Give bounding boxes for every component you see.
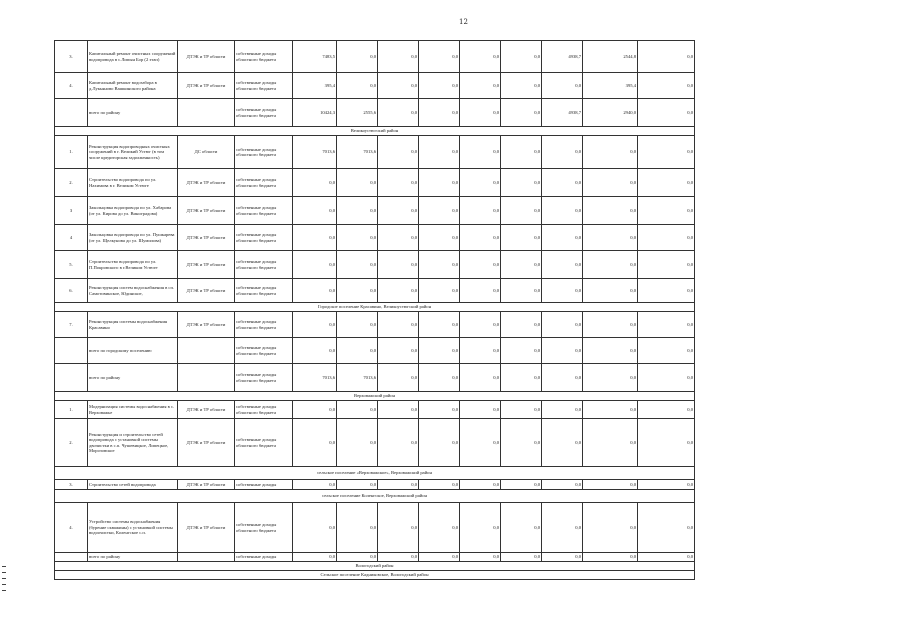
table-row: [55, 73, 695, 99]
margin-mark: [2, 566, 6, 567]
funding-source-cell: собственные доходы областного бюджета: [235, 364, 293, 392]
value-cell: 0,0: [419, 480, 460, 490]
funding-source-cell: собственные доходы областного бюджета: [235, 279, 293, 303]
value-cell: 0,0: [638, 197, 695, 225]
row-number-cell: 4.: [55, 73, 88, 99]
row-number-cell: [55, 553, 88, 562]
value-cell: 395,4: [293, 73, 337, 99]
item-name-cell: всего по району: [88, 364, 178, 392]
section-title: Городское поселение Красавино, Великоустюгский район: [55, 303, 695, 312]
value-cell: 0,0: [460, 225, 501, 251]
value-cell: 0,0: [378, 338, 419, 364]
value-cell: 0,0: [638, 401, 695, 419]
value-cell: 0,0: [293, 169, 337, 197]
value-cell: 0,0: [378, 197, 419, 225]
value-cell: 0,0: [460, 73, 501, 99]
row-number-cell: 1.: [55, 136, 88, 169]
item-name-cell: Закольцовка водопровода по ул. Пушкарева (от ул. Щелкунова до ул. Шумилова): [88, 225, 178, 251]
value-cell: 0,0: [583, 480, 638, 490]
table-row: [55, 136, 695, 169]
value-cell: 0,0: [419, 364, 460, 392]
value-cell: 0,0: [337, 41, 378, 73]
value-cell: 0,0: [419, 41, 460, 73]
value-cell: 0,0: [583, 251, 638, 279]
funding-source-cell: собственные доходы областного бюджета: [235, 312, 293, 338]
value-cell: 0,0: [501, 503, 542, 553]
page-number: 12: [459, 18, 468, 26]
value-cell: 0,0: [337, 338, 378, 364]
executor-cell: ДТЭК и ТР области: [178, 41, 235, 73]
program-table: [54, 40, 695, 580]
value-cell: 0,0: [501, 169, 542, 197]
value-cell: 0,0: [419, 197, 460, 225]
funding-source-cell: собственные доходы областного бюджета: [235, 503, 293, 553]
executor-cell: ДТЭК и ТР области: [178, 480, 235, 490]
section-header-row: [55, 490, 695, 503]
value-cell: 0,0: [460, 136, 501, 169]
margin-mark: [2, 590, 6, 591]
row-number-cell: 2.: [55, 419, 88, 467]
table-row: [55, 169, 695, 197]
value-cell: 0,0: [501, 401, 542, 419]
value-cell: 2544,8: [583, 41, 638, 73]
funding-source-cell: собственные доходы областного бюджета: [235, 419, 293, 467]
value-cell: 0,0: [378, 41, 419, 73]
item-name-cell: Устройство системы водоснабжения (бурение скважины) с установкой системы водоочистки, Коленгское с.п.: [88, 503, 178, 553]
executor-cell: ДТЭК и ТР области: [178, 279, 235, 303]
value-cell: 0,0: [542, 480, 583, 490]
value-cell: 0,0: [378, 251, 419, 279]
executor-cell: ДТЭК и ТР области: [178, 225, 235, 251]
value-cell: 0,0: [583, 553, 638, 562]
value-cell: 0,0: [419, 251, 460, 279]
value-cell: 0,0: [501, 99, 542, 127]
value-cell: 0,0: [542, 279, 583, 303]
value-cell: 0,0: [378, 480, 419, 490]
value-cell: 0,0: [501, 419, 542, 467]
value-cell: 0,0: [378, 73, 419, 99]
table-row: [55, 553, 695, 562]
value-cell: 0,0: [542, 136, 583, 169]
value-cell: 0,0: [337, 401, 378, 419]
section-title: Верховажский район: [55, 392, 695, 401]
funding-source-cell: собственные доходы областного бюджета: [235, 197, 293, 225]
row-number-cell: 1.: [55, 401, 88, 419]
section-title: сельское поселение «Верховажское», Верховажский район: [55, 467, 695, 480]
value-cell: 7013,6: [293, 136, 337, 169]
value-cell: 0,0: [501, 279, 542, 303]
value-cell: 0,0: [337, 251, 378, 279]
value-cell: 0,0: [378, 312, 419, 338]
value-cell: 0,0: [419, 553, 460, 562]
table-row: [55, 251, 695, 279]
value-cell: 0,0: [501, 338, 542, 364]
value-cell: 0,0: [638, 251, 695, 279]
value-cell: 4938,7: [542, 99, 583, 127]
value-cell: 0,0: [378, 553, 419, 562]
value-cell: 0,0: [542, 364, 583, 392]
value-cell: 0,0: [542, 503, 583, 553]
margin-mark: [2, 584, 6, 585]
value-cell: 0,0: [293, 419, 337, 467]
value-cell: 0,0: [293, 251, 337, 279]
value-cell: 0,0: [501, 136, 542, 169]
row-number-cell: 3.: [55, 480, 88, 490]
value-cell: 0,0: [542, 73, 583, 99]
funding-source-cell: собственные доходы областного бюджета: [235, 251, 293, 279]
value-cell: 0,0: [337, 169, 378, 197]
section-header-row: [55, 303, 695, 312]
value-cell: 0,0: [419, 338, 460, 364]
value-cell: 0,0: [337, 553, 378, 562]
executor-cell: ДТЭК и ТР области: [178, 312, 235, 338]
row-number-cell: 2.: [55, 169, 88, 197]
item-name-cell: Закольцовка водопровода по ул. Хабарова (от ул. Кирова до ул. Виноградова): [88, 197, 178, 225]
section-title: Сельское поселение Кадниковское, Вологодский район: [55, 571, 695, 580]
value-cell: 0,0: [293, 197, 337, 225]
table-body: [55, 41, 695, 580]
value-cell: 0,0: [337, 503, 378, 553]
value-cell: 0,0: [419, 225, 460, 251]
value-cell: 0,0: [460, 99, 501, 127]
value-cell: 0,0: [583, 312, 638, 338]
row-number-cell: 3: [55, 197, 88, 225]
value-cell: 0,0: [293, 279, 337, 303]
value-cell: 0,0: [542, 312, 583, 338]
value-cell: 0,0: [501, 225, 542, 251]
value-cell: 0,0: [378, 364, 419, 392]
value-cell: 0,0: [583, 364, 638, 392]
value-cell: 0,0: [293, 553, 337, 562]
value-cell: 0,0: [460, 169, 501, 197]
section-title: Великоустюгский район: [55, 127, 695, 136]
value-cell: 0,0: [293, 225, 337, 251]
funding-source-cell: собственные доходы областного бюджета: [235, 41, 293, 73]
value-cell: 0,0: [460, 251, 501, 279]
value-cell: 0,0: [419, 312, 460, 338]
item-name-cell: Модернизация системы водоснабжения в с. Верховажье: [88, 401, 178, 419]
value-cell: 10424,3: [293, 99, 337, 127]
funding-source-cell: собственные доходы: [235, 480, 293, 490]
value-cell: 0,0: [542, 338, 583, 364]
value-cell: 0,0: [542, 251, 583, 279]
value-cell: 0,0: [337, 419, 378, 467]
value-cell: 0,0: [638, 364, 695, 392]
table-row: [55, 401, 695, 419]
value-cell: 0,0: [378, 99, 419, 127]
item-name-cell: всего по району: [88, 553, 178, 562]
value-cell: 0,0: [419, 279, 460, 303]
value-cell: 0,0: [460, 419, 501, 467]
value-cell: 0,0: [638, 41, 695, 73]
value-cell: 0,0: [501, 553, 542, 562]
section-header-row: [55, 562, 695, 571]
item-name-cell: Строительство водопровода по ул. П.Покровского в г.Великом Устюге: [88, 251, 178, 279]
value-cell: 0,0: [293, 503, 337, 553]
value-cell: 7013,6: [337, 364, 378, 392]
value-cell: 7013,6: [337, 136, 378, 169]
value-cell: 0,0: [638, 225, 695, 251]
funding-source-cell: собственные доходы областного бюджета: [235, 73, 293, 99]
item-name-cell: Реконструкция и строительство сетей водопровода с установкой системы двочистки в с.п. Чушевицкое, Липецкое, Морозовское: [88, 419, 178, 467]
value-cell: 0,0: [378, 503, 419, 553]
funding-source-cell: собственные доходы областного бюджета: [235, 99, 293, 127]
row-number-cell: 4.: [55, 503, 88, 553]
executor-cell: [178, 553, 235, 562]
row-number-cell: [55, 338, 88, 364]
value-cell: 0,0: [542, 197, 583, 225]
funding-source-cell: собственные доходы: [235, 553, 293, 562]
item-name-cell: Реконструкция систем водоснабжения в сп. Самотовинское, Юдинское,: [88, 279, 178, 303]
item-name-cell: всего по району: [88, 99, 178, 127]
value-cell: 0,0: [638, 503, 695, 553]
margin-mark: [2, 572, 6, 573]
table-row: [55, 419, 695, 467]
value-cell: 0,0: [501, 41, 542, 73]
section-header-row: [55, 392, 695, 401]
value-cell: 0,0: [638, 99, 695, 127]
value-cell: 0,0: [638, 279, 695, 303]
executor-cell: ДТЭК и ТР области: [178, 169, 235, 197]
value-cell: 0,0: [337, 73, 378, 99]
funding-source-cell: собственные доходы областного бюджета: [235, 401, 293, 419]
value-cell: 0,0: [583, 279, 638, 303]
row-number-cell: [55, 364, 88, 392]
value-cell: 0,0: [542, 401, 583, 419]
value-cell: 0,0: [638, 136, 695, 169]
table-row: [55, 279, 695, 303]
value-cell: 2940,0: [583, 99, 638, 127]
value-cell: 0,0: [293, 401, 337, 419]
section-header-row: [55, 571, 695, 580]
value-cell: 0,0: [542, 419, 583, 467]
value-cell: 7013,6: [293, 364, 337, 392]
row-number-cell: 7.: [55, 312, 88, 338]
item-name-cell: Строительство сетей водопровода: [88, 480, 178, 490]
value-cell: 0,0: [419, 73, 460, 99]
funding-source-cell: собственные доходы областного бюджета: [235, 338, 293, 364]
row-number-cell: [55, 99, 88, 127]
table-row: [55, 225, 695, 251]
value-cell: 0,0: [460, 197, 501, 225]
value-cell: 0,0: [460, 338, 501, 364]
value-cell: 0,0: [460, 401, 501, 419]
value-cell: 0,0: [583, 136, 638, 169]
value-cell: 0,0: [542, 225, 583, 251]
funding-source-cell: собственные доходы областного бюджета: [235, 225, 293, 251]
value-cell: 0,0: [293, 480, 337, 490]
value-cell: 395,4: [583, 73, 638, 99]
executor-cell: ДТЭК и ТР области: [178, 503, 235, 553]
value-cell: 2555,6: [337, 99, 378, 127]
value-cell: 0,0: [501, 73, 542, 99]
value-cell: 0,0: [583, 197, 638, 225]
value-cell: 0,0: [293, 338, 337, 364]
value-cell: 0,0: [293, 312, 337, 338]
executor-cell: [178, 364, 235, 392]
table-row: [55, 197, 695, 225]
value-cell: 0,0: [378, 225, 419, 251]
executor-cell: ДТЭК и ТР области: [178, 419, 235, 467]
row-number-cell: 4: [55, 225, 88, 251]
value-cell: 0,0: [638, 73, 695, 99]
table-row: [55, 99, 695, 127]
executor-cell: ДТЭК и ТР области: [178, 251, 235, 279]
value-cell: 0,0: [460, 364, 501, 392]
funding-source-cell: собственные доходы областного бюджета: [235, 136, 293, 169]
row-number-cell: 3.: [55, 41, 88, 73]
value-cell: 0,0: [419, 136, 460, 169]
item-name-cell: Реконструкция системы водоснабжения Красавино: [88, 312, 178, 338]
table-row: [55, 312, 695, 338]
value-cell: 0,0: [542, 553, 583, 562]
value-cell: 0,0: [378, 279, 419, 303]
value-cell: 0,0: [501, 480, 542, 490]
value-cell: 0,0: [501, 251, 542, 279]
value-cell: 0,0: [638, 169, 695, 197]
value-cell: 0,0: [638, 312, 695, 338]
executor-cell: ДТЭК и ТР области: [178, 401, 235, 419]
table-row: [55, 338, 695, 364]
value-cell: 0,0: [501, 312, 542, 338]
value-cell: 0,0: [460, 41, 501, 73]
row-number-cell: 5.: [55, 251, 88, 279]
value-cell: 0,0: [378, 401, 419, 419]
value-cell: 0,0: [419, 99, 460, 127]
item-name-cell: Капитальный ремонт очистных сооружений водопровода в с.Липын Бор (2 этап): [88, 41, 178, 73]
row-number-cell: 6.: [55, 279, 88, 303]
value-cell: 0,0: [337, 225, 378, 251]
value-cell: 0,0: [460, 312, 501, 338]
section-header-row: [55, 127, 695, 136]
value-cell: 0,0: [460, 279, 501, 303]
value-cell: 0,0: [337, 480, 378, 490]
item-name-cell: всего по городскому поселению: [88, 338, 178, 364]
value-cell: 0,0: [583, 169, 638, 197]
executor-cell: [178, 338, 235, 364]
value-cell: 0,0: [638, 480, 695, 490]
value-cell: 0,0: [460, 553, 501, 562]
section-header-row: [55, 467, 695, 480]
value-cell: 0,0: [542, 169, 583, 197]
section-title: Вологодский район: [55, 562, 695, 571]
value-cell: 0,0: [583, 338, 638, 364]
value-cell: 0,0: [583, 401, 638, 419]
value-cell: 0,0: [583, 225, 638, 251]
value-cell: 0,0: [419, 401, 460, 419]
value-cell: 0,0: [501, 364, 542, 392]
value-cell: 0,0: [583, 419, 638, 467]
executor-cell: ДС области: [178, 136, 235, 169]
value-cell: 0,0: [460, 503, 501, 553]
value-cell: 0,0: [378, 136, 419, 169]
executor-cell: ДТЭК и ТР области: [178, 197, 235, 225]
value-cell: 0,0: [419, 419, 460, 467]
item-name-cell: Строительство водопровода по ул. Нахимова в г. Великом Устюге: [88, 169, 178, 197]
value-cell: 0,0: [419, 169, 460, 197]
value-cell: 4938,7: [542, 41, 583, 73]
executor-cell: [178, 99, 235, 127]
funding-source-cell: собственные доходы областного бюджета: [235, 169, 293, 197]
value-cell: 0,0: [337, 197, 378, 225]
value-cell: 0,0: [337, 279, 378, 303]
value-cell: 0,0: [378, 169, 419, 197]
item-name-cell: Реконструкция водопроводных очистных сооружений в г. Великий Устюг (в том числе кредиторская задолженность): [88, 136, 178, 169]
value-cell: 7483,5: [293, 41, 337, 73]
value-cell: 0,0: [638, 419, 695, 467]
value-cell: 0,0: [337, 312, 378, 338]
table-row: [55, 503, 695, 553]
item-name-cell: Капитальный ремонт водозабора в д.Лукьяново Вашкинского района: [88, 73, 178, 99]
table-row: [55, 41, 695, 73]
margin-mark: [2, 578, 6, 579]
executor-cell: ДТЭК и ТР области: [178, 73, 235, 99]
section-title: сельское поселение Коленгское, Верховажский район: [55, 490, 695, 503]
value-cell: 0,0: [501, 197, 542, 225]
value-cell: 0,0: [419, 503, 460, 553]
value-cell: 0,0: [638, 338, 695, 364]
value-cell: 0,0: [460, 480, 501, 490]
table-row: [55, 480, 695, 490]
value-cell: 0,0: [378, 419, 419, 467]
table-row: [55, 364, 695, 392]
value-cell: 0,0: [583, 503, 638, 553]
value-cell: 0,0: [638, 553, 695, 562]
